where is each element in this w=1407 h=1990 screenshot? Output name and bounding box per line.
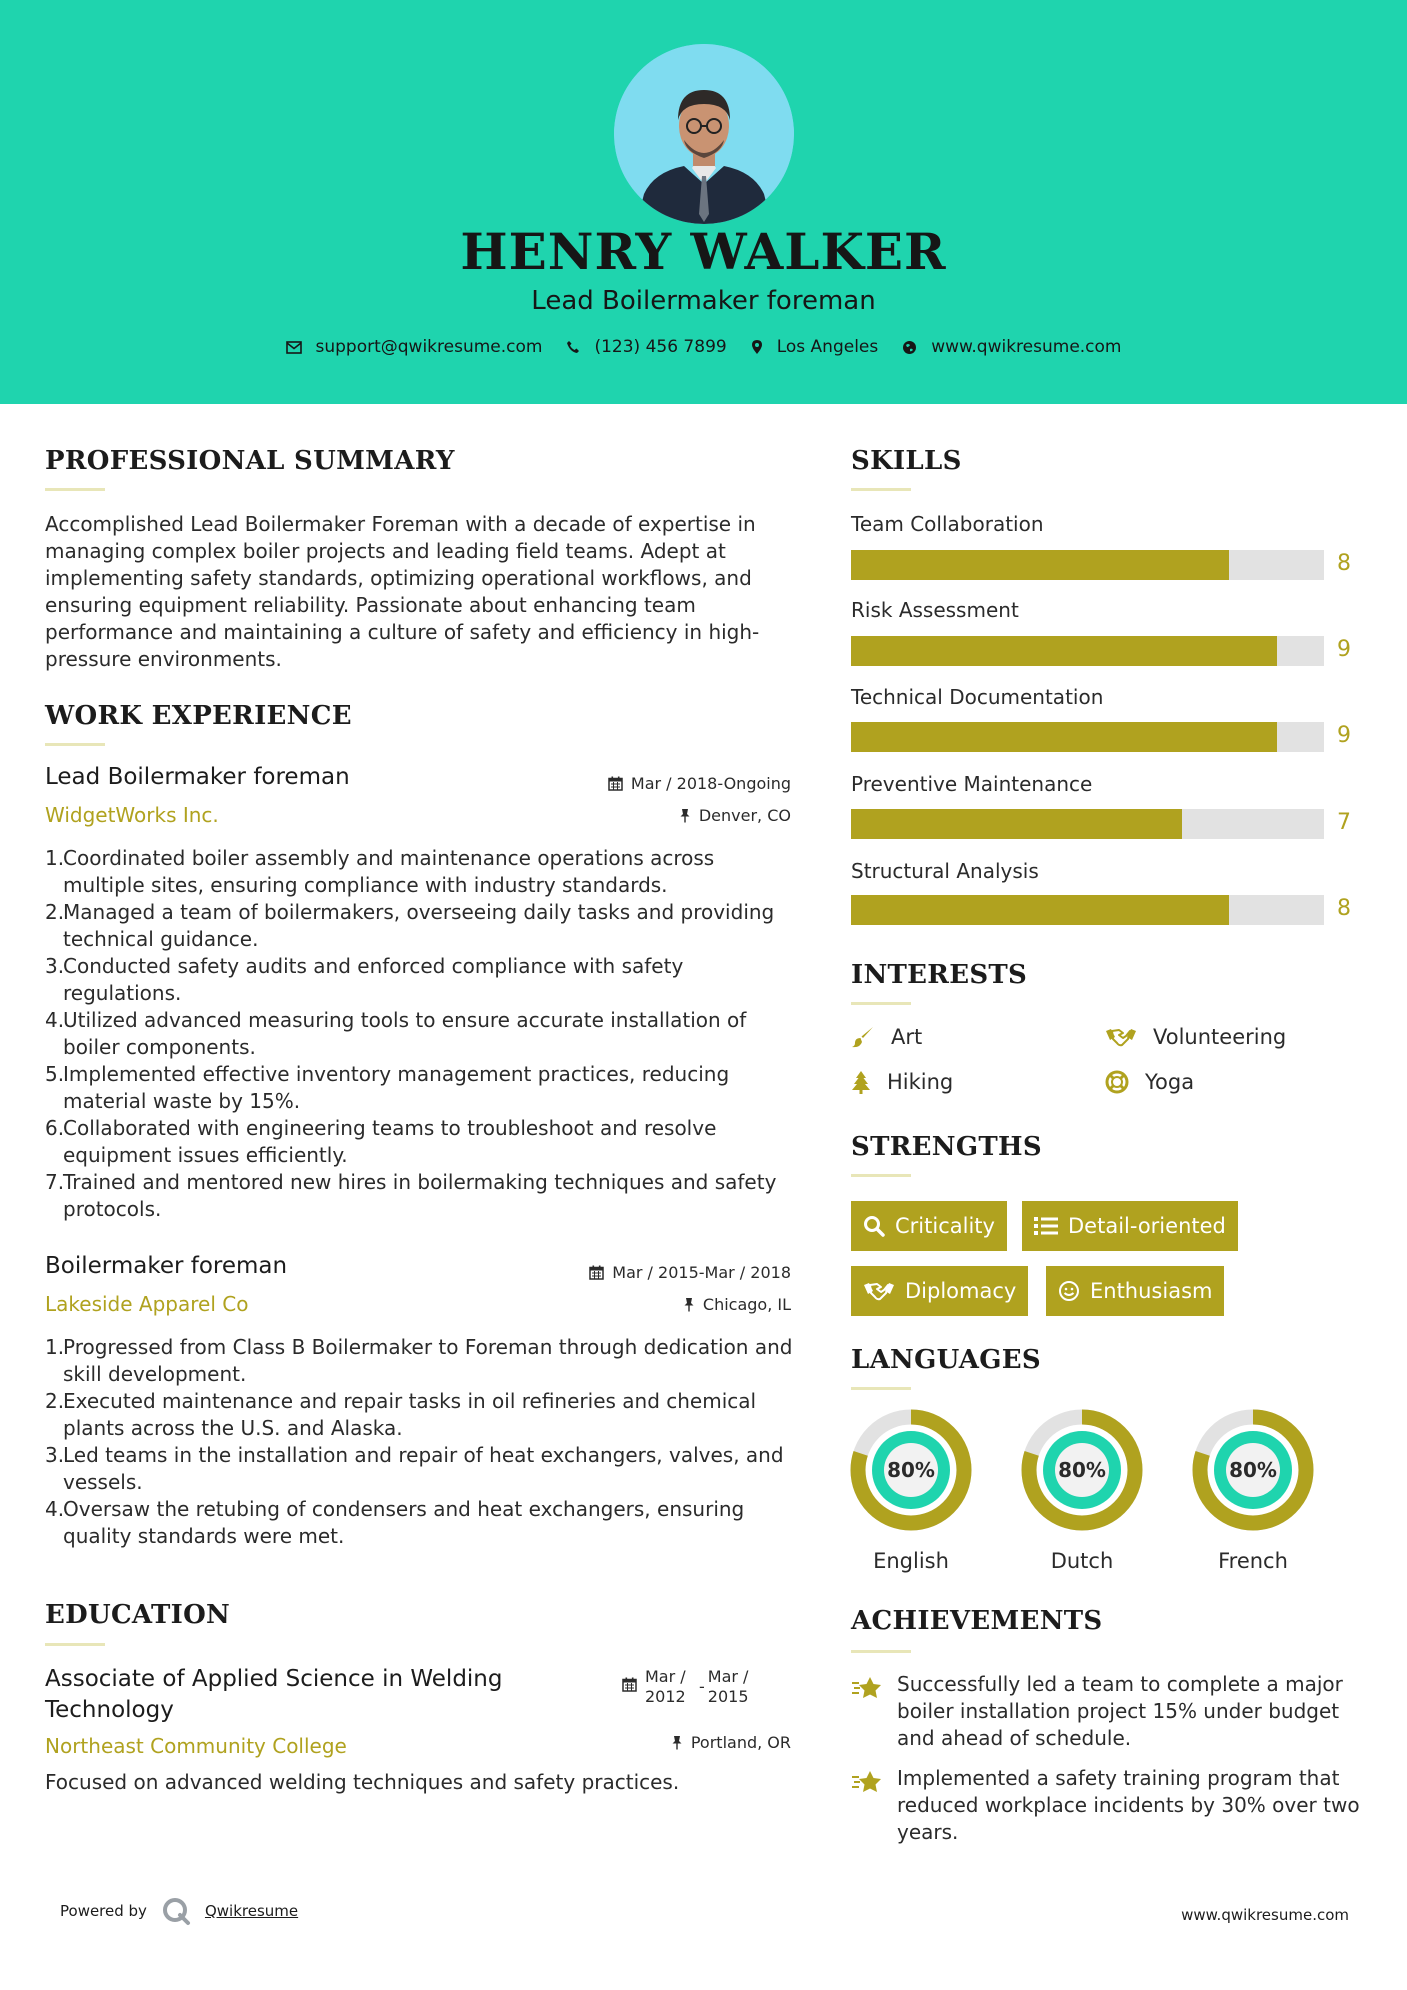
work-heading-rule [45,743,105,746]
pin-icon [671,1735,683,1750]
job-dates-text: Mar / 2018-Ongoing [630,774,791,793]
job-title: Boilermaker foreman [45,1253,288,1279]
skill-name: Technical Documentation [851,685,1104,709]
language-dutch [1021,1409,1143,1573]
job-location [683,1295,791,1314]
language-ring [850,1409,972,1531]
job-title: Lead Boilermaker foreman [45,764,350,790]
job-location-text: Chicago, IL [702,1295,791,1314]
job-company: Lakeside Apparel Co [45,1292,249,1316]
education-date-to: Mar / 2015 [707,1667,749,1706]
work-heading: WORK EXPERIENCE [45,701,352,731]
strength-chip [1022,1201,1238,1251]
education-location-text: Portland, OR [690,1733,791,1752]
skills-heading: SKILLS [851,446,962,476]
skill-bar [851,809,1324,839]
avatar [614,44,794,224]
bullet-item: 7. Trained and mentored new hires in boilermaking techniques and safety protocols. [45,1170,777,1221]
interest-label: Volunteering [1153,1025,1287,1049]
envelope-icon [286,341,302,354]
skill-bar-fill [851,809,1182,839]
education-location [671,1733,791,1752]
star-icon [851,1675,883,1701]
skills-heading-rule [851,488,911,491]
language-english [850,1409,972,1573]
bullet-item: 5. Implemented effective inventory management practices, reducing material waste by 15%. [45,1062,730,1113]
language-percent: 80% [887,1458,935,1482]
star-icon [851,1769,883,1795]
qwikresume-link[interactable]: Qwikresume [204,1902,299,1920]
language-percent: 80% [1058,1458,1106,1482]
contact-bar [0,337,1407,357]
education-dates [622,1667,758,1707]
education-description: Focused on advanced welding techniques and safety practices. [45,1770,680,1794]
language-name: English [873,1549,949,1573]
skill-bar-fill [851,895,1229,925]
phone-icon [566,340,580,354]
profile-photo [614,44,794,224]
interest-yoga [1105,1070,1194,1094]
tree-icon [851,1070,871,1094]
list-icon [1034,1216,1058,1236]
skill-value: 8 [1337,896,1351,921]
skill-name: Risk Assessment [851,598,1019,622]
language-name: Dutch [1050,1549,1114,1573]
strengths-heading-rule [851,1174,911,1177]
bullet-item: 3. Conducted safety audits and enforced compliance with safety regulations. [45,954,684,1005]
paintbrush-icon [851,1025,875,1049]
school-name: Northeast Community College [45,1734,347,1758]
interests-heading-rule [851,1002,911,1005]
interest-label: Hiking [887,1070,954,1094]
email-text: support@qwikresume.com [315,337,543,357]
skill-bar [851,722,1324,752]
job-location-text: Denver, CO [698,806,791,825]
skill-name: Preventive Maintenance [851,772,1093,796]
skill-bar-fill [851,636,1277,666]
skill-bar [851,550,1324,580]
skill-value: 9 [1337,637,1351,662]
strength-chip [851,1201,1007,1251]
skill-bar-fill [851,550,1229,580]
interest-volunteering [1105,1025,1286,1049]
achievement-item [851,1671,1371,1752]
achievements-heading-rule [851,1650,911,1653]
globe-icon [902,340,917,355]
calendar-icon [622,1677,637,1692]
skill-bar [851,895,1324,925]
interest-art [851,1025,922,1049]
map-marker-icon [751,339,763,355]
strength-chip [851,1266,1028,1316]
location-text: Los Angeles [776,337,879,357]
strengths-heading: STRENGTHS [851,1132,1042,1162]
bullet-item: 1. Coordinated boiler assembly and maintenance operations across multiple sites, ensuring compliance with industry standards. [45,846,715,897]
contact-website[interactable] [902,337,1121,357]
summary-heading: PROFESSIONAL SUMMARY [45,446,455,476]
interest-label: Art [891,1025,923,1049]
lifebuoy-icon [1105,1070,1129,1094]
date-separator: - [699,1677,705,1696]
skill-name: Structural Analysis [851,859,1039,883]
interests-heading: INTERESTS [851,960,1028,990]
candidate-title: Lead Boilermaker foreman [531,286,876,316]
languages-heading: LANGUAGES [851,1345,1041,1375]
strength-label: Diplomacy [905,1279,1017,1303]
contact-email[interactable] [286,337,543,357]
powered-by-text: Powered by [60,1902,147,1920]
language-percent: 80% [1229,1458,1277,1482]
bullet-item: 2. Executed maintenance and repair tasks in oil refineries and chemical plants across the U.S. and Alaska. [45,1389,757,1440]
bullet-item: 1. Progressed from Class B Boilermaker to Foreman through dedication and skill development. [45,1335,793,1386]
language-name: French [1218,1549,1288,1573]
language-french [1192,1409,1314,1573]
job-location [679,806,791,825]
pin-icon [683,1297,695,1312]
bullet-item: 6. Collaborated with engineering teams to troubleshoot and resolve equipment issues efficiently. [45,1116,717,1167]
website-text: www.qwikresume.com [931,337,1122,357]
handshake-icon [1105,1026,1137,1048]
job-company: WidgetWorks Inc. [45,803,219,827]
job-dates [589,1263,791,1282]
handshake-icon [863,1280,895,1302]
pin-icon [679,808,691,823]
strength-label: Criticality [895,1214,995,1238]
interest-hiking [851,1070,953,1094]
strength-label: Detail-oriented [1068,1214,1226,1238]
achievement-item [851,1765,1371,1846]
skill-value: 8 [1337,551,1351,576]
achievement-text: Successfully led a team to complete a major boiler installation project 15% under budget and ahead of schedule. [897,1672,1343,1750]
search-icon [863,1215,885,1237]
header-banner [0,0,1407,404]
bullet-item: 2. Managed a team of boilermakers, overseeing daily tasks and providing technical guidance. [45,900,775,951]
job-bullets [45,845,790,1223]
job-dates [608,774,791,793]
summary-text: Accomplished Lead Boilermaker Foreman with a decade of expertise in managing complex boiler projects and leading field teams. Adept at implementing safety standards, optimizing operational workflows, and ensuring equipment reliability. Passionate about enhancing team performance and maintaining a culture of safety and efficiency in high-pressure environments. [45,512,760,671]
skill-bar [851,636,1324,666]
footer-powered-by [60,1896,298,1926]
interest-label: Yoga [1145,1070,1195,1094]
job-bullets [45,1334,795,1550]
contact-location [751,337,879,357]
calendar-icon [608,776,623,791]
achievements-heading: ACHIEVEMENTS [851,1606,1103,1636]
bullet-item: 3. Led teams in the installation and repair of heat exchangers, valves, and vessels. [45,1443,784,1494]
summary-heading-rule [45,488,105,491]
calendar-icon [589,1265,604,1280]
footer-url[interactable]: www.qwikresume.com [1181,1906,1349,1924]
skill-name: Team Collaboration [851,512,1044,536]
skill-value: 7 [1337,810,1351,835]
degree-title: Associate of Applied Science in Welding Technology [45,1666,503,1723]
phone-text: (123) 456 7899 [594,337,727,357]
bullet-item: 4. Oversaw the retubing of condensers and heat exchangers, ensuring quality standards were met. [45,1497,745,1548]
job-dates-text: Mar / 2015-Mar / 2018 [612,1263,791,1282]
smile-icon [1058,1280,1080,1302]
candidate-name: HENRY WALKER [460,222,947,281]
languages-heading-rule [851,1387,911,1390]
strength-chip [1046,1266,1224,1316]
achievement-text: Implemented a safety training program that reduced workplace incidents by 30% over two years. [897,1766,1360,1844]
strength-label: Enthusiasm [1090,1279,1213,1303]
qwikresume-logo-icon [161,1896,191,1926]
contact-phone[interactable] [566,337,726,357]
skill-bar-fill [851,722,1277,752]
education-heading: EDUCATION [45,1600,231,1630]
education-date-from: Mar / 2012 [645,1667,686,1706]
bullet-item: 4. Utilized advanced measuring tools to ensure accurate installation of boiler components. [45,1008,747,1059]
language-ring [1021,1409,1143,1531]
skill-value: 9 [1337,723,1351,748]
education-heading-rule [45,1643,105,1646]
language-ring [1192,1409,1314,1531]
